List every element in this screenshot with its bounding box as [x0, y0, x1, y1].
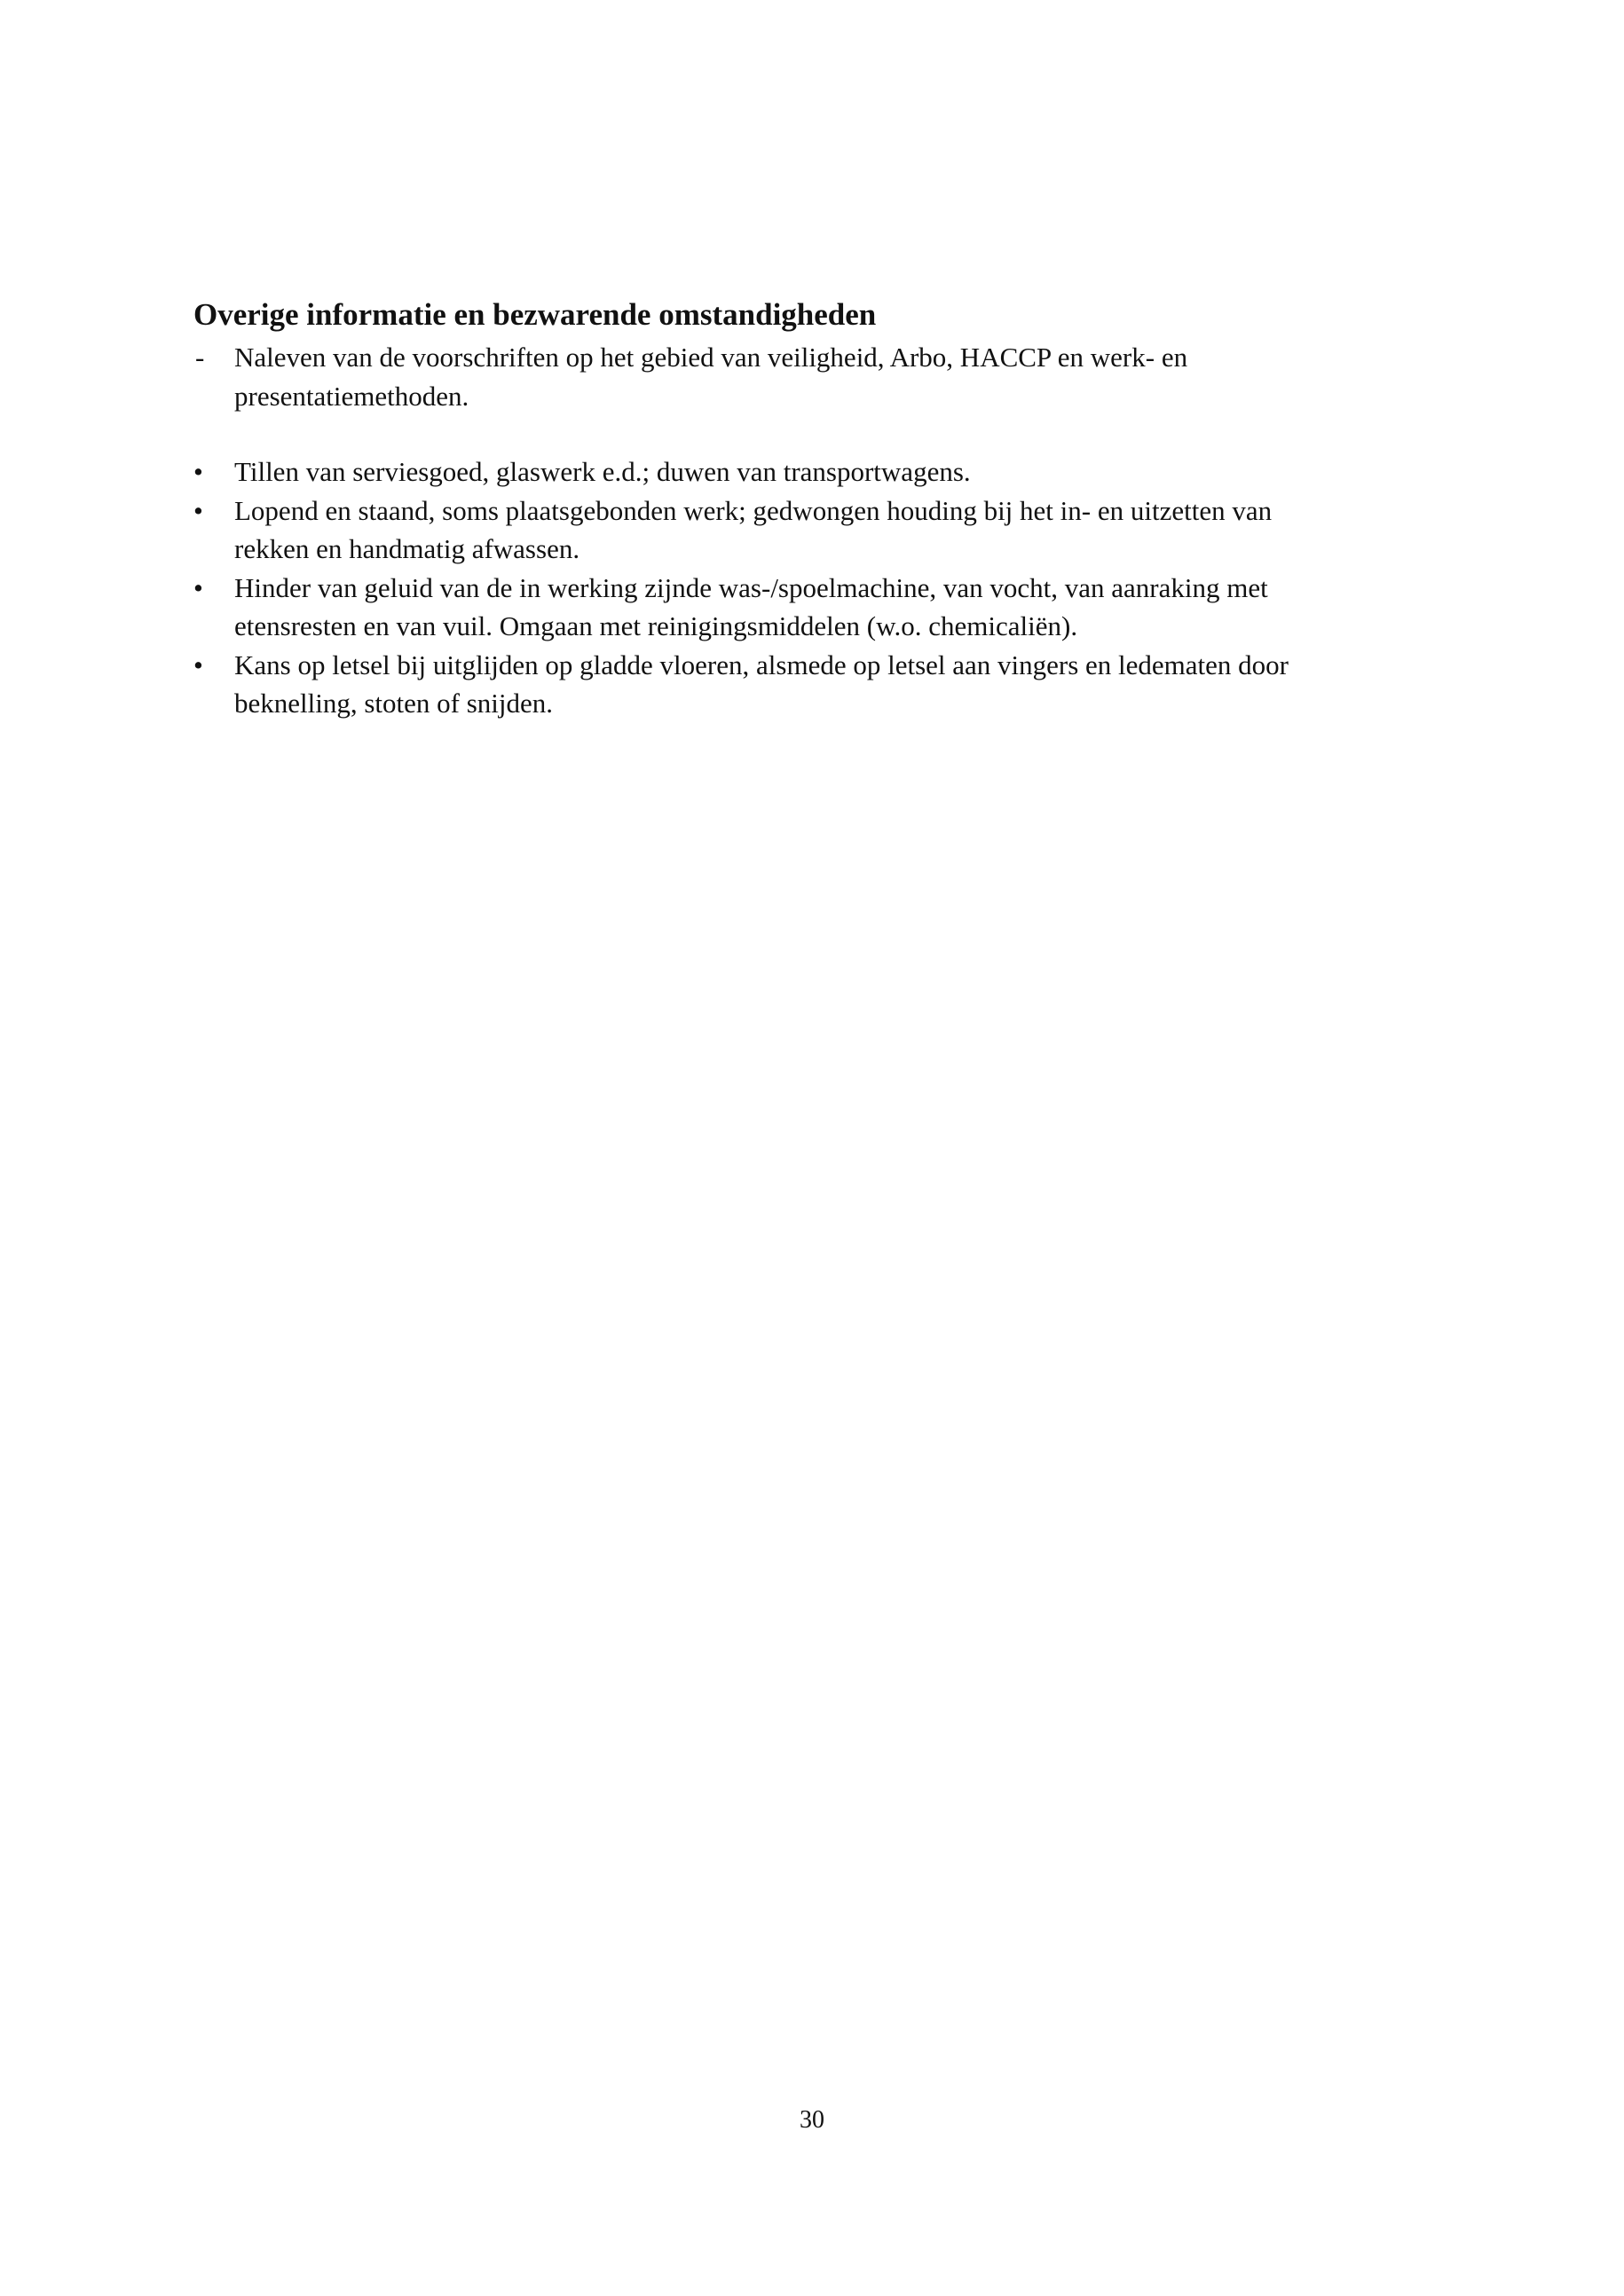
list-item-line: Tillen van serviesgoed, glaswerk e.d.; duwen van transportwagens.: [234, 456, 971, 487]
list-item: [193, 338, 1436, 415]
page-number: 30: [800, 2106, 824, 2134]
list-item: [193, 452, 1436, 491]
list-item: [193, 491, 1436, 569]
list-item: [193, 569, 1436, 646]
list-item-line: presentatiemethoden.: [234, 380, 469, 412]
list-item-line: rekken en handmatig afwassen.: [234, 533, 580, 564]
list-item-line: etensresten en van vuil. Omgaan met reinigingsmiddelen (w.o. chemicaliën).: [234, 610, 1078, 641]
list-item-line: Lopend en staand, soms plaatsgebonden werk; gedwongen houding bij het in- en uitzetten van: [234, 494, 1273, 526]
dash-marker: -: [195, 342, 205, 373]
bullet-list: [193, 452, 1436, 723]
bullet-marker: •: [193, 649, 203, 680]
bullet-marker: •: [193, 494, 203, 526]
list-item-line: Naleven van de voorschriften op het gebied van veiligheid, Arbo, HACCP en werk- en: [234, 342, 1188, 373]
bullet-marker: •: [193, 456, 203, 487]
list-item-line: beknelling, stoten of snijden.: [234, 688, 554, 719]
document-section: [193, 297, 1436, 723]
list-item-line: Kans op letsel bij uitglijden op gladde vloeren, alsmede op letsel aan vingers en ledematen door: [234, 649, 1289, 680]
dash-list: [193, 338, 1436, 415]
section-heading: Overige informatie en bezwarende omstandigheden: [193, 297, 877, 332]
list-item-line: Hinder van geluid van de in werking zijnde was-/spoelmachine, van vocht, van aanraking met: [234, 571, 1268, 603]
list-item: [193, 646, 1436, 723]
bullet-marker: •: [193, 571, 203, 603]
